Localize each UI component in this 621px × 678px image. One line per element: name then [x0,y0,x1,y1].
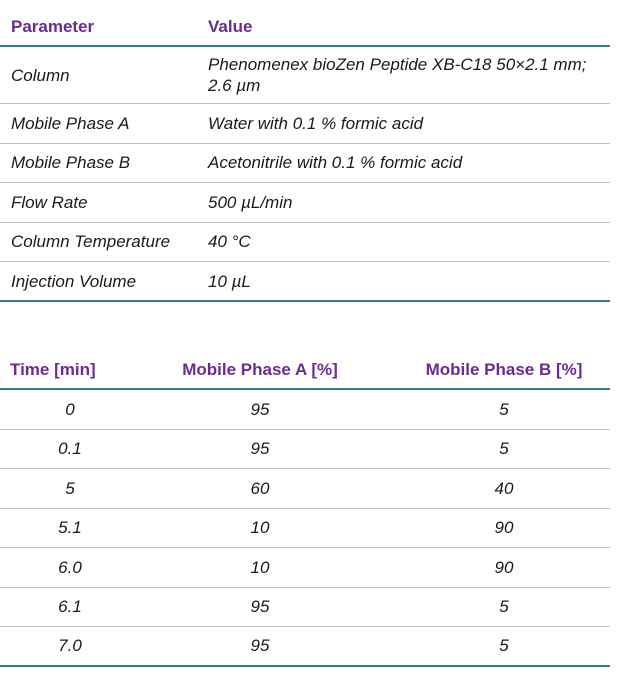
table-row [0,47,610,104]
time-cell: 5.1 [58,518,82,538]
time-cell: 0 [65,399,75,419]
value-cell: Water with 0.1 % formic acid [208,113,424,133]
gradient-table [0,352,610,667]
phase-b-column-header: Mobile Phase B [%] [425,360,583,379]
value-cell: 40 °C [208,232,251,252]
phase-a-cell: 95 [250,439,270,459]
phase-b-cell: 5 [499,399,509,419]
phase-a-cell: 95 [250,597,270,617]
table-row [0,430,610,470]
phase-b-cell: 40 [494,478,514,498]
parameter-cell: Mobile Phase B [11,153,131,173]
phase-a-cell: 95 [250,636,270,656]
phase-b-cell: 5 [499,439,509,459]
parameter-cell: Mobile Phase A [11,113,130,133]
phase-b-cell: 90 [494,518,514,538]
time-cell: 6.1 [58,597,82,617]
table-row [0,588,610,628]
time-cell: 0.1 [58,439,82,459]
phase-a-column-header: Mobile Phase A [%] [182,360,338,379]
parameter-cell: Column [11,65,70,85]
table-row [0,627,610,667]
phase-b-cell: 5 [499,636,509,656]
parameters-table [0,8,610,302]
phase-a-cell: 10 [250,518,270,538]
table-row [0,262,610,302]
parameter-column-header: Parameter [11,16,95,36]
value-cell: Phenomenex bioZen Peptide XB-C18 50×2.1 mm; 2.6 µm [208,55,587,95]
table-row [0,144,610,184]
phase-b-cell: 90 [494,557,514,577]
table-row [0,509,610,549]
phase-a-cell: 60 [250,478,270,498]
table-row [0,548,610,588]
phase-b-cell: 5 [499,597,509,617]
time-column-header: Time [min] [10,360,96,379]
time-cell: 7.0 [58,636,82,656]
table-row [0,183,610,223]
gradient-header-row [0,352,610,390]
time-cell: 5 [65,478,75,498]
table-row [0,390,610,430]
table-row [0,104,610,144]
time-cell: 6.0 [58,557,82,577]
parameter-cell: Column Temperature [11,232,171,252]
value-cell: Acetonitrile with 0.1 % formic acid [208,153,463,173]
value-column-header: Value [208,16,253,36]
parameter-cell: Injection Volume [11,271,137,291]
parameters-header-row [0,8,610,47]
phase-a-cell: 95 [250,399,270,419]
value-cell: 500 µL/min [208,192,293,212]
phase-a-cell: 10 [250,557,270,577]
value-cell: 10 µL [208,271,251,291]
table-row [0,469,610,509]
parameter-cell: Flow Rate [11,192,88,212]
table-row [0,223,610,263]
